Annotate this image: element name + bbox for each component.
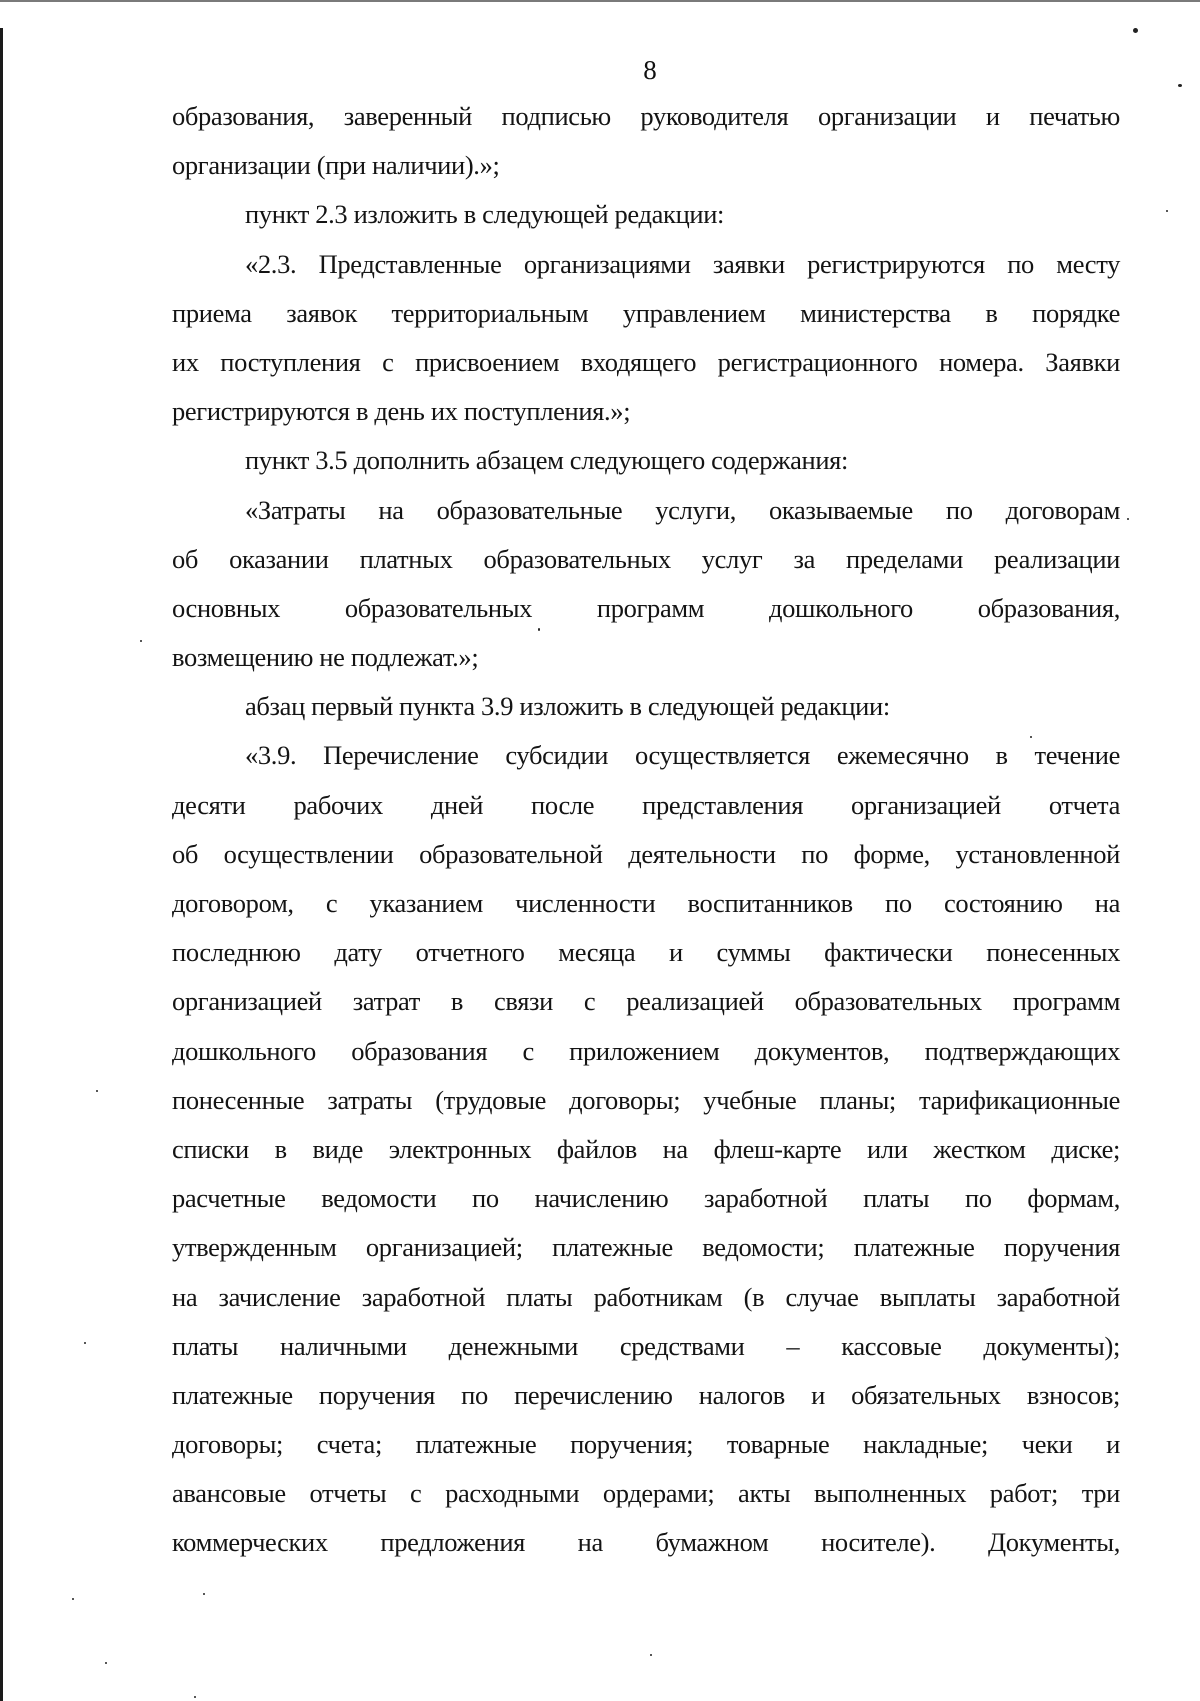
scan-speck: [203, 1593, 205, 1595]
text-line: их поступления с присвоением входящего регистрационного номера. Заявки: [172, 346, 1120, 377]
text-line: возмещению не подлежат.»;: [172, 642, 479, 673]
scan-border-top: [0, 0, 1200, 2]
page-number: [0, 55, 1200, 86]
text-line: «3.9. Перечисление субсидии осуществляется ежемесячно в течение: [245, 740, 1120, 771]
text-line: основных образовательных программ дошкольного образования,: [172, 592, 1120, 623]
scan-speck: [1166, 210, 1168, 212]
text-line: расчетные ведомости по начислению заработной платы по формам,: [172, 1183, 1120, 1214]
text-line: «2.3. Представленные организациями заявки регистрируются по месту: [245, 248, 1120, 279]
scan-speck: [194, 1696, 196, 1698]
scan-speck: [72, 1598, 74, 1600]
scan-border-left: [0, 28, 3, 1701]
text-line: регистрируются в день их поступления.»;: [172, 396, 631, 427]
text-line: списки в виде электронных файлов на флеш-карте или жестком диске;: [172, 1133, 1120, 1164]
scan-speck: [84, 1342, 86, 1344]
text-line: пункт 2.3 изложить в следующей редакции:: [245, 199, 725, 230]
text-line: договором, с указанием численности воспитанников по состоянию на: [172, 888, 1120, 918]
text-line: договоры; счета; платежные поручения; товарные накладные; чеки и: [172, 1429, 1120, 1460]
scan-speck: [105, 1662, 107, 1664]
text-line: десяти рабочих дней после представления организацией отчета: [172, 789, 1120, 820]
text-line: последнюю дату отчетного месяца и суммы фактически понесенных: [172, 937, 1120, 968]
text-line: организацией затрат в связи с реализацией образовательных программ: [172, 986, 1120, 1017]
text-line: образования, заверенный подписью руководителя организации и печатью: [172, 101, 1120, 131]
scan-speck: [1133, 28, 1138, 33]
text-line: понесенные затраты (трудовые договоры; учебные планы; тарификационные: [172, 1084, 1120, 1115]
text-line: об оказании платных образовательных услуг за пределами реализации: [172, 543, 1120, 574]
text-line: дошкольного образования с приложением документов, подтверждающих: [172, 1035, 1120, 1066]
text-line: авансовые отчеты с расходными ордерами; акты выполненных работ; три: [172, 1478, 1120, 1509]
scan-speck: [650, 1654, 652, 1656]
text-line: организации (при наличии).»;: [172, 150, 500, 181]
text-line: утвержденным организацией; платежные ведомости; платежные поручения: [172, 1232, 1120, 1263]
scan-speck: [140, 640, 142, 642]
page-number-value: 8: [643, 55, 657, 85]
scan-speck: [1127, 518, 1129, 520]
text-line: платежные поручения по перечислению налогов и обязательных взносов;: [172, 1379, 1120, 1410]
text-line: платы наличными денежными средствами – кассовые документы);: [172, 1330, 1120, 1361]
text-line: приема заявок территориальным управлением министерства в порядке: [172, 297, 1120, 328]
scan-speck: [96, 1090, 98, 1092]
text-line: абзац первый пункта 3.9 изложить в следующей редакции:: [245, 691, 890, 722]
text-line: об осуществлении образовательной деятельности по форме, установленной: [172, 838, 1120, 869]
text-line: «Затраты на образовательные услуги, оказываемые по договорам: [245, 494, 1120, 525]
text-line: коммерческих предложения на бумажном носителе). Документы,: [172, 1527, 1120, 1558]
text-line: пункт 3.5 дополнить абзацем следующего содержания:: [245, 445, 849, 476]
document-body: [172, 92, 1120, 1568]
text-line: на зачисление заработной платы работникам (в случае выплаты заработной: [172, 1281, 1120, 1312]
